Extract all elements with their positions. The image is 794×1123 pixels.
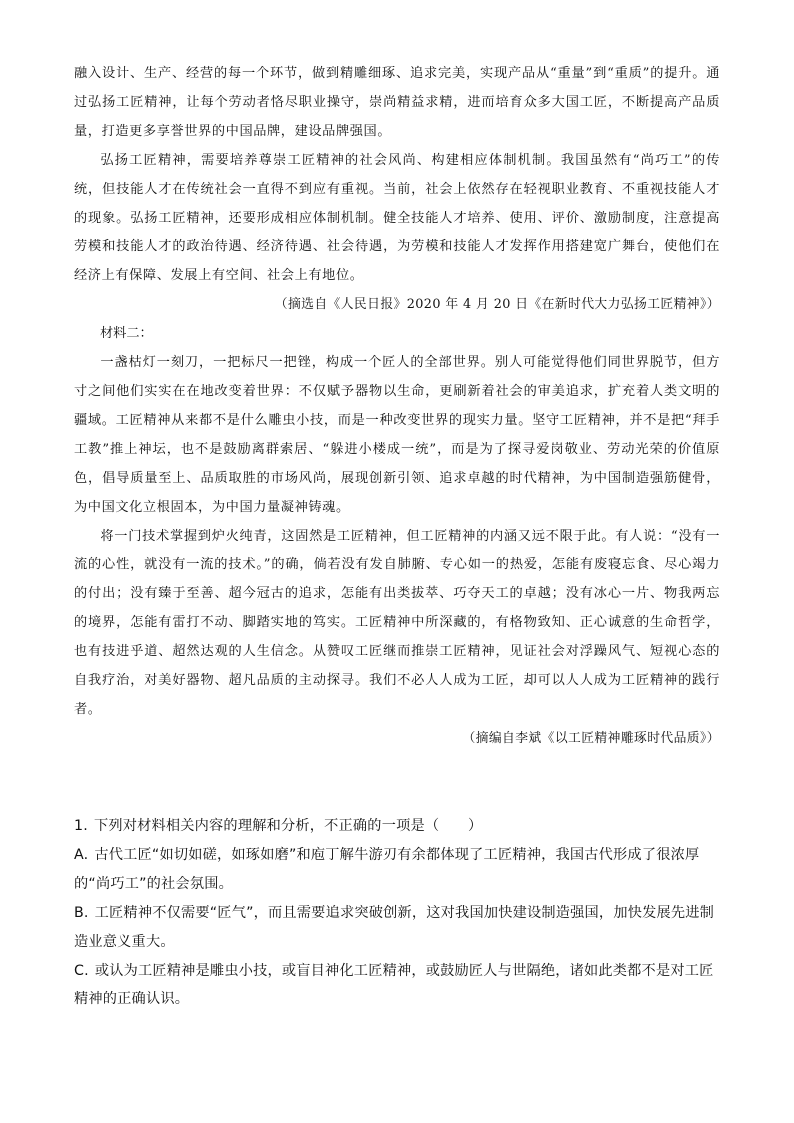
passage1-paragraph-1: 融入设计、生产、经营的每一个环节，做到精雕细琢、追求完美，实现产品从“重量”到“重质”的提升。通过弘扬工匠精神，让每个劳动者恪尽职业操守，崇尚精益求精，进而培育众多大国工匠，不断提高产品质量，打造更多享誉世界的中国品牌，建设品牌强国。 xyxy=(74,66,720,139)
question-number: 1. xyxy=(74,818,88,834)
question-stem-line xyxy=(74,812,724,841)
option-c-text: 或认为工匠精神是雕虫小技，或盲目神化工匠精神，或鼓励匠人与世隔绝，诸如此类都不是对工匠精神的正确认识。 xyxy=(74,962,714,1008)
material-two-label: 材料二： xyxy=(100,326,153,342)
passage1-paragraph-2: 弘扬工匠精神，需要培养尊崇工匠精神的社会风尚、构建相应体制机制。我国虽然有“尚巧工”的传统，但技能人才在传统社会一直得不到应有重视。当前，社会上依然存在轻视职业教育、不重视技能人才的现象。弘扬工匠精神，还要形成相应体制机制。健全技能人才培养、使用、评价、激励制度，注意提高劳模和技能人才的政治待遇、经济待遇、社会待遇，为劳模和技能人才发挥作用搭建宽广舞台，使他们在经济上有保障、发展上有空间、社会上有地位。 xyxy=(74,152,720,284)
passage2-source: （摘编自李斌《以工匠精神雕琢时代品质》） xyxy=(462,730,720,746)
option-b-text: 工匠精神不仅需要“匠气”，而且需要追求突破创新，这对我国加快建设制造强国，加快发展先进制造业意义重大。 xyxy=(74,904,715,950)
passage1-source: （摘选自《人民日报》2020 年 4 月 20 日《在新时代大力弘扬工匠精神》） xyxy=(274,297,720,313)
option-a-text: 古代工匠“如切如磋，如琢如磨”和庖丁解牛游刃有余都体现了工匠精神，我国古代形成了很浓厚的“尚巧工”的社会氛围。 xyxy=(74,846,700,892)
option-b-label: B. xyxy=(74,904,89,921)
option-a xyxy=(74,841,724,899)
option-a-label: A. xyxy=(74,846,89,863)
option-c xyxy=(74,957,724,1015)
option-c-label: C. xyxy=(74,962,89,979)
option-b xyxy=(74,899,724,957)
reading-passage xyxy=(74,60,720,754)
passage2-paragraph-1: 一盏枯灯一刻刀，一把标尺一把锉，构成一个匠人的全部世界。别人可能觉得他们同世界脱节，但方寸之间他们实实在在地改变着世界：不仅赋予器物以生命，更刷新着社会的审美追求，扩充着人类文明的疆域。工匠精神从来都不是什么雕虫小技，而是一种改变世界的现实力量。坚守工匠精神，并不是把“拜手工教”推上神坛，也不是鼓励离群索居、“躲进小楼成一统”，而是为了探寻爱岗敬业、劳动光荣的价值原色，倡导质量至上、品质取胜的市场风尚，展现创新引领、追求卓越的时代精神，为中国制造强筋健骨，为中国文化立根固本，为中国力量凝神铸魂。 xyxy=(74,355,720,515)
question-stem: 下列对材料相关内容的理解和分析，不正确的一项是（ ） xyxy=(93,818,483,834)
passage2-paragraph-2: 将一门技术掌握到炉火纯青，这固然是工匠精神，但工匠精神的内涵又远不限于此。有人说：“没有一流的心性，就没有一流的技术。”的确，倘若没有发自肺腑、专心如一的热爱，怎能有废寝忘食、尽心竭力的付出；没有臻于至善、超今冠古的追求，怎能有出类拔萃、巧夺天工的卓越；没有冰心一片、物我两忘的境界，怎能有雷打不动、脚踏实地的笃实。工匠精神中所深藏的，有格物致知、正心诚意的生命哲学，也有技进乎道、超然达观的人生信念。从赞叹工匠继而推崇工匠精神，见证社会对浮躁风气、短视心态的自我疗治，对美好器物、超凡品质的主动探寻。我们不必人人成为工匠，却可以人人成为工匠精神的践行者。 xyxy=(74,528,720,717)
question-1 xyxy=(74,812,724,1014)
